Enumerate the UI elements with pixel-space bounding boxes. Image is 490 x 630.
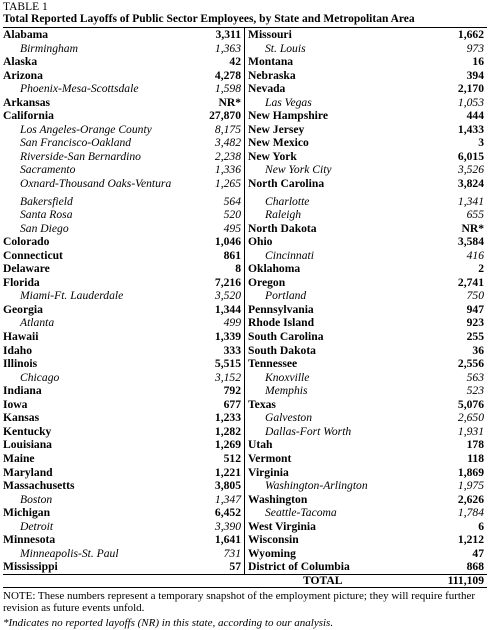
layoff-count: 1,341 bbox=[457, 194, 484, 208]
state-row bbox=[245, 150, 487, 164]
layoff-count: 512 bbox=[223, 451, 241, 465]
state-name: Minnesota bbox=[3, 533, 56, 547]
state-name: Georgia bbox=[3, 302, 43, 316]
state-row bbox=[245, 520, 487, 534]
state-row bbox=[245, 493, 487, 507]
metro-name: Galveston bbox=[265, 411, 313, 425]
metro-row bbox=[245, 195, 487, 209]
metro-row bbox=[3, 289, 244, 303]
table-note: NOTE: These numbers represent a temporary snapshot of the employment picture; they will require further revision as future events unfold. bbox=[3, 589, 476, 615]
state-name: Illinois bbox=[3, 357, 38, 371]
state-name: New York bbox=[248, 149, 297, 163]
state-row bbox=[245, 69, 487, 83]
layoff-count: 3,584 bbox=[457, 235, 484, 249]
metro-name: Los Angeles-Orange County bbox=[20, 122, 152, 136]
state-name: Maine bbox=[3, 451, 35, 465]
state-row bbox=[3, 344, 244, 358]
state-name: Iowa bbox=[3, 397, 28, 411]
right-column bbox=[245, 28, 487, 574]
layoff-count: 2,626 bbox=[457, 492, 484, 506]
layoff-count: 416 bbox=[466, 248, 484, 262]
state-row bbox=[245, 276, 487, 290]
total-row bbox=[3, 574, 487, 588]
state-row bbox=[3, 276, 244, 290]
state-row bbox=[245, 398, 487, 412]
layoff-count: 6,452 bbox=[214, 506, 241, 520]
metro-row bbox=[3, 177, 244, 191]
metro-name: Las Vegas bbox=[265, 95, 312, 109]
metro-row bbox=[245, 411, 487, 425]
state-row bbox=[245, 560, 487, 574]
state-row bbox=[3, 384, 244, 398]
state-row bbox=[245, 235, 487, 249]
metro-row bbox=[245, 384, 487, 398]
layoff-count: 2,170 bbox=[457, 82, 484, 96]
state-row bbox=[3, 533, 244, 547]
state-name: Missouri bbox=[248, 28, 292, 41]
layoff-count: 1,269 bbox=[214, 438, 241, 452]
state-name: Tennessee bbox=[248, 357, 298, 371]
state-row bbox=[245, 136, 487, 150]
state-row bbox=[3, 560, 244, 574]
layoff-count: 1,339 bbox=[214, 330, 241, 344]
state-row bbox=[245, 438, 487, 452]
layoff-count: 947 bbox=[466, 302, 484, 316]
state-name: Ohio bbox=[248, 235, 273, 249]
layoff-count: 3,390 bbox=[214, 519, 241, 533]
layoff-count: 57 bbox=[229, 560, 241, 574]
metro-name: Detroit bbox=[20, 519, 54, 533]
table-footnote: *Indicates no reported layoffs (NR) in this state, according to our analysis. bbox=[3, 616, 334, 629]
metro-name: Oxnard-Thousand Oaks-Ventura bbox=[20, 177, 172, 191]
state-row bbox=[3, 55, 244, 69]
metro-row bbox=[3, 371, 244, 385]
state-row bbox=[3, 28, 244, 42]
metro-name: San Diego bbox=[20, 221, 69, 235]
state-name: Mississippi bbox=[3, 560, 58, 574]
layoff-count: 1,931 bbox=[457, 424, 484, 438]
state-row bbox=[245, 330, 487, 344]
layoff-count: 868 bbox=[466, 560, 484, 574]
layoff-count: 1,975 bbox=[457, 479, 484, 493]
state-name: Kentucky bbox=[3, 424, 52, 438]
metro-row bbox=[245, 289, 487, 303]
state-name: Kansas bbox=[3, 411, 40, 425]
layoff-count: 42 bbox=[229, 55, 241, 69]
layoff-count: 1,598 bbox=[214, 82, 241, 96]
state-row bbox=[245, 109, 487, 123]
layoff-count: 1,233 bbox=[214, 411, 241, 425]
state-name: Alabama bbox=[3, 28, 49, 41]
layoff-count: 677 bbox=[223, 397, 241, 411]
state-row bbox=[245, 28, 487, 42]
layoff-count: 1,053 bbox=[457, 95, 484, 109]
layoff-count: 3,824 bbox=[457, 177, 484, 191]
state-row bbox=[245, 262, 487, 276]
state-row bbox=[3, 249, 244, 263]
layoff-count: 1,433 bbox=[457, 122, 484, 136]
state-name: Alaska bbox=[3, 55, 38, 69]
state-name: Connecticut bbox=[3, 248, 63, 262]
layoff-count: 333 bbox=[223, 343, 241, 357]
layoff-count: 394 bbox=[466, 68, 484, 82]
layoff-count: 1,347 bbox=[214, 492, 241, 506]
layoff-count: 731 bbox=[223, 546, 241, 560]
metro-row bbox=[245, 208, 487, 222]
state-row bbox=[3, 330, 244, 344]
state-row bbox=[3, 438, 244, 452]
metro-row bbox=[245, 163, 487, 177]
metro-row bbox=[3, 316, 244, 330]
metro-row bbox=[3, 82, 244, 96]
layoff-count: 118 bbox=[467, 451, 484, 465]
state-row bbox=[3, 96, 244, 110]
state-name: Florida bbox=[3, 275, 40, 289]
total-value: 111,109 bbox=[447, 573, 484, 587]
metro-row bbox=[245, 249, 487, 263]
layoff-count: 3 bbox=[478, 136, 484, 150]
metro-name: Portland bbox=[265, 289, 307, 303]
layoff-count: 8,175 bbox=[214, 122, 241, 136]
state-row bbox=[3, 262, 244, 276]
total-row-spacer bbox=[3, 575, 245, 587]
state-row bbox=[3, 466, 244, 480]
state-name: Delaware bbox=[3, 262, 50, 276]
state-name: Indiana bbox=[3, 384, 42, 398]
layoff-count: 255 bbox=[466, 330, 484, 344]
state-row bbox=[3, 425, 244, 439]
metro-name: Raleigh bbox=[265, 208, 302, 222]
metro-row bbox=[3, 136, 244, 150]
metro-name: Miami-Ft. Lauderdale bbox=[20, 289, 124, 303]
layoff-count: 3,805 bbox=[214, 479, 241, 493]
layoff-count: 750 bbox=[466, 289, 484, 303]
state-name: Virginia bbox=[248, 465, 289, 479]
state-name: Arizona bbox=[3, 68, 43, 82]
layoff-count: 973 bbox=[466, 41, 484, 55]
layoff-count: 2 bbox=[478, 262, 484, 276]
metro-name: New York City bbox=[265, 163, 332, 177]
state-row bbox=[245, 177, 487, 191]
metro-row bbox=[3, 195, 244, 209]
layoff-count: 7,216 bbox=[214, 275, 241, 289]
layoff-count: 6,015 bbox=[457, 149, 484, 163]
total-cell bbox=[245, 575, 487, 587]
state-row bbox=[245, 466, 487, 480]
layoff-count: 564 bbox=[223, 194, 241, 208]
layoff-count: 1,784 bbox=[457, 506, 484, 520]
metro-row bbox=[245, 96, 487, 110]
layoff-count: 5,076 bbox=[457, 397, 484, 411]
state-name: Nevada bbox=[248, 82, 286, 96]
state-row bbox=[3, 235, 244, 249]
metro-row bbox=[3, 547, 244, 561]
layoff-count: 3,526 bbox=[457, 163, 484, 177]
state-row bbox=[245, 123, 487, 137]
layoff-count: 2,741 bbox=[457, 275, 484, 289]
state-name: Maryland bbox=[3, 465, 53, 479]
metro-name: Sacramento bbox=[20, 163, 76, 177]
state-name: Rhode Island bbox=[248, 316, 315, 330]
state-row bbox=[245, 222, 487, 236]
layoff-count: 520 bbox=[223, 208, 241, 222]
layoff-count: 1,336 bbox=[214, 163, 241, 177]
state-row bbox=[245, 55, 487, 69]
state-name: Wisconsin bbox=[248, 533, 299, 547]
state-row bbox=[3, 303, 244, 317]
layoff-count: 1,869 bbox=[457, 465, 484, 479]
layoff-count: 1,662 bbox=[457, 28, 484, 41]
state-row bbox=[3, 479, 244, 493]
state-row bbox=[245, 316, 487, 330]
layoff-count: 923 bbox=[466, 316, 484, 330]
metro-row bbox=[3, 150, 244, 164]
layoff-count: 3,482 bbox=[214, 136, 241, 150]
state-name: West Virginia bbox=[248, 519, 316, 533]
layoff-count: 563 bbox=[466, 370, 484, 384]
state-name: Washington bbox=[248, 492, 308, 506]
layoff-count: 861 bbox=[223, 248, 241, 262]
metro-name: Chicago bbox=[20, 370, 60, 384]
state-row bbox=[245, 533, 487, 547]
state-name: Colorado bbox=[3, 235, 50, 249]
metro-name: Seattle-Tacoma bbox=[265, 506, 337, 520]
layoff-count: 3,520 bbox=[214, 289, 241, 303]
metro-row bbox=[3, 42, 244, 56]
state-row bbox=[245, 303, 487, 317]
layoff-count: 6 bbox=[478, 519, 484, 533]
metro-name: Knoxville bbox=[265, 370, 310, 384]
layoff-count: 1,221 bbox=[214, 465, 241, 479]
state-row bbox=[245, 452, 487, 466]
metro-row bbox=[3, 208, 244, 222]
metro-name: Riverside-San Bernardino bbox=[20, 149, 141, 163]
state-row bbox=[3, 506, 244, 520]
metro-row bbox=[3, 222, 244, 236]
metro-name: Birmingham bbox=[20, 41, 78, 55]
state-name: North Carolina bbox=[248, 177, 325, 191]
layoff-count: 495 bbox=[223, 221, 241, 235]
total-label: TOTAL bbox=[303, 573, 343, 587]
layoff-count: 1,212 bbox=[457, 533, 484, 547]
layoff-count: 27,870 bbox=[209, 109, 241, 123]
metro-name: Cincinnati bbox=[265, 248, 314, 262]
metro-name: Minneapolis-St. Paul bbox=[20, 546, 119, 560]
layoff-count: 1,344 bbox=[214, 302, 241, 316]
state-name: Montana bbox=[248, 55, 294, 69]
state-name: New Hampshire bbox=[248, 109, 328, 123]
state-name: Oklahoma bbox=[248, 262, 301, 276]
state-name: South Carolina bbox=[248, 330, 324, 344]
state-row bbox=[3, 357, 244, 371]
layoff-count: 3,311 bbox=[215, 28, 241, 41]
state-row bbox=[3, 69, 244, 83]
table-body bbox=[3, 28, 487, 574]
layoff-count: 16 bbox=[472, 55, 484, 69]
state-name: Nebraska bbox=[248, 68, 296, 82]
metro-row bbox=[245, 506, 487, 520]
layoff-count: 1,282 bbox=[214, 424, 241, 438]
metro-row bbox=[245, 42, 487, 56]
state-row bbox=[245, 357, 487, 371]
state-row bbox=[3, 398, 244, 412]
metro-name: Phoenix-Mesa-Scottsdale bbox=[20, 82, 139, 96]
state-name: Texas bbox=[248, 397, 276, 411]
state-name: California bbox=[3, 109, 54, 123]
state-row bbox=[245, 547, 487, 561]
state-name: New Mexico bbox=[248, 136, 309, 150]
layoff-count: 3,152 bbox=[214, 370, 241, 384]
state-name: Louisiana bbox=[3, 438, 52, 452]
metro-name: Washington-Arlington bbox=[265, 479, 368, 493]
metro-name: Bakersfield bbox=[20, 194, 73, 208]
layoff-count: 2,238 bbox=[214, 149, 241, 163]
state-name: New Jersey bbox=[248, 122, 305, 136]
state-name: North Dakota bbox=[248, 221, 317, 235]
table-label: TABLE 1 bbox=[3, 1, 48, 13]
layoff-count: 2,556 bbox=[457, 357, 484, 371]
layoff-count: 655 bbox=[466, 208, 484, 222]
metro-row bbox=[245, 425, 487, 439]
state-name: Idaho bbox=[3, 343, 33, 357]
state-name: Arkansas bbox=[3, 95, 51, 109]
state-row bbox=[3, 411, 244, 425]
state-name: Utah bbox=[248, 438, 273, 452]
state-name: Hawaii bbox=[3, 330, 39, 344]
layoff-count: 1,046 bbox=[214, 235, 241, 249]
layoff-count: 5,515 bbox=[214, 357, 241, 371]
layoff-count: NR* bbox=[218, 95, 241, 109]
state-name: Vermont bbox=[248, 451, 292, 465]
state-name: South Dakota bbox=[248, 343, 316, 357]
metro-name: Atlanta bbox=[20, 316, 55, 330]
layoff-count: 523 bbox=[466, 384, 484, 398]
metro-name: Boston bbox=[20, 492, 53, 506]
layoff-count: 792 bbox=[223, 384, 241, 398]
state-name: Pennsylvania bbox=[248, 302, 314, 316]
layoff-count: 1,641 bbox=[214, 533, 241, 547]
layoff-count: 47 bbox=[472, 546, 484, 560]
layoff-count: 1,363 bbox=[214, 41, 241, 55]
state-name: District of Columbia bbox=[248, 560, 350, 574]
metro-name: St. Louis bbox=[265, 41, 306, 55]
state-name: Massachusetts bbox=[3, 479, 75, 493]
layoff-count: 444 bbox=[466, 109, 484, 123]
metro-row bbox=[245, 479, 487, 493]
metro-row bbox=[3, 493, 244, 507]
state-row bbox=[245, 344, 487, 358]
layoff-count: 178 bbox=[466, 438, 484, 452]
metro-row bbox=[3, 163, 244, 177]
state-name: Oregon bbox=[248, 275, 286, 289]
layoff-count: 8 bbox=[235, 262, 241, 276]
state-row bbox=[3, 109, 244, 123]
metro-name: Memphis bbox=[265, 384, 308, 398]
layoff-count: 4,278 bbox=[214, 68, 241, 82]
metro-row bbox=[3, 520, 244, 534]
left-column bbox=[3, 28, 245, 574]
layoff-count: 499 bbox=[223, 316, 241, 330]
layoff-count: 1,265 bbox=[214, 177, 241, 191]
metro-name: Dallas-Fort Worth bbox=[265, 424, 352, 438]
layoff-count: NR* bbox=[461, 221, 484, 235]
metro-name: San Francisco-Oakland bbox=[20, 136, 132, 150]
layoff-count: 2,650 bbox=[457, 411, 484, 425]
layoff-count: 36 bbox=[472, 343, 484, 357]
metro-name: Santa Rosa bbox=[20, 208, 73, 222]
metro-row bbox=[245, 371, 487, 385]
state-name: Michigan bbox=[3, 506, 51, 520]
state-row bbox=[3, 452, 244, 466]
metro-row bbox=[3, 123, 244, 137]
table-title: Total Reported Layoffs of Public Sector Employees, by State and Metropolitan Area bbox=[3, 13, 415, 25]
state-row bbox=[245, 82, 487, 96]
state-name: Wyoming bbox=[248, 546, 296, 560]
layoffs-table-document bbox=[3, 0, 487, 630]
metro-name: Charlotte bbox=[265, 194, 310, 208]
